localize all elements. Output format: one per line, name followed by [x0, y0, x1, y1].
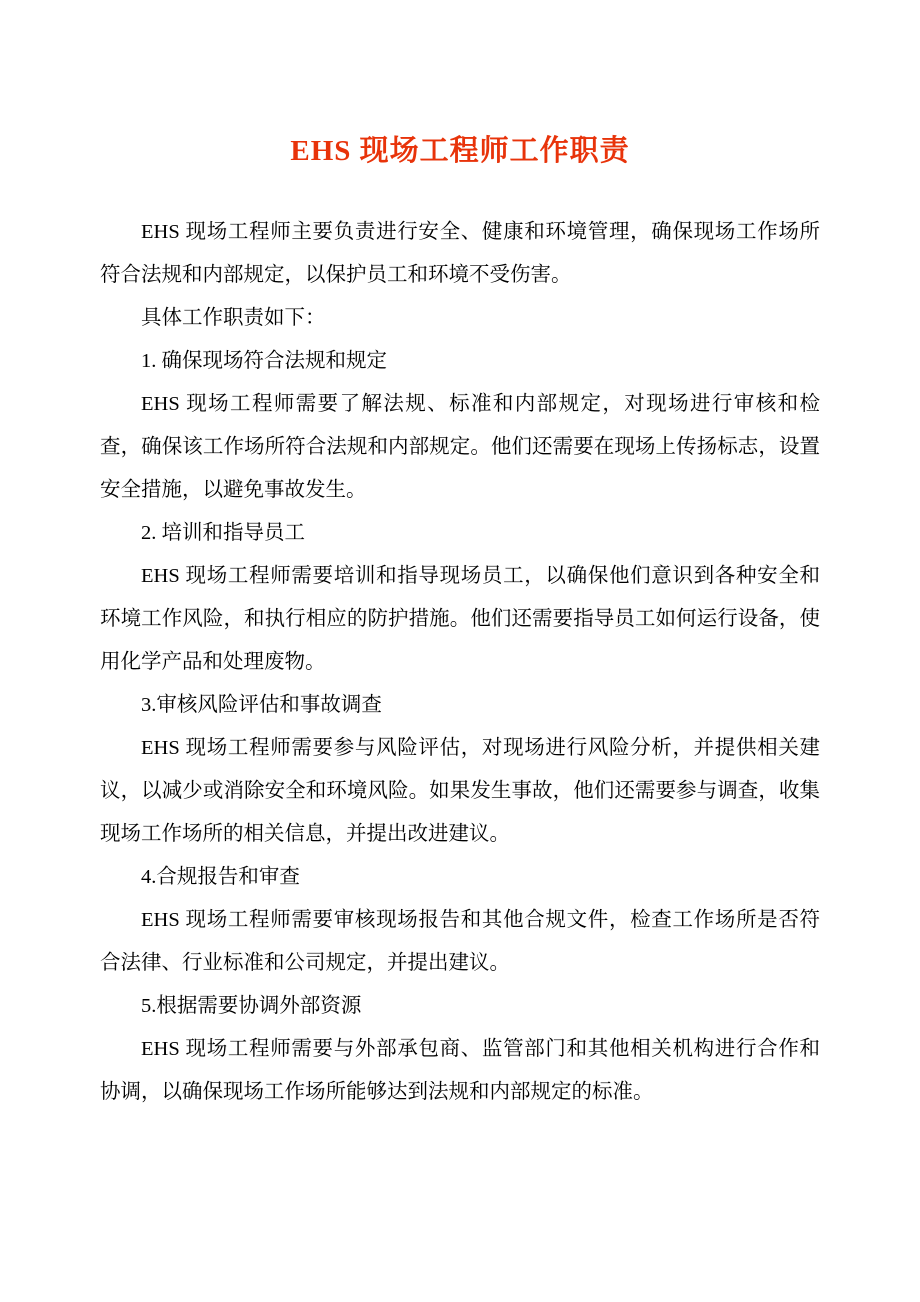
paragraph: 4.合规报告和审查: [141, 866, 300, 888]
paragraph: 1. 确保现场符合法规和规定: [141, 350, 387, 372]
paragraph: EHS 现场工程师需要与外部承包商、监管部门和其他相关机构进行合作和协调，以确保现场工作场所能够达到法规和内部规定的标准。: [100, 1038, 820, 1103]
paragraph: EHS 现场工程师需要了解法规、标准和内部规定，对现场进行审核和检查，确保该工作场所符合法规和内部规定。他们还需要在现场上传扬标志，设置安全措施，以避免事故发生。: [100, 393, 820, 501]
paragraph: EHS 现场工程师需要培训和指导现场员工，以确保他们意识到各种安全和环境工作风险，和执行相应的防护措施。他们还需要指导员工如何运行设备，使用化学产品和处理废物。: [100, 565, 820, 673]
paragraph: 3.审核风险评估和事故调查: [141, 694, 382, 716]
paragraph: EHS 现场工程师主要负责进行安全、健康和环境管理，确保现场工作场所符合法规和内部规定，以保护员工和环境不受伤害。: [100, 221, 820, 286]
paragraph: 5.根据需要协调外部资源: [141, 995, 362, 1017]
paragraph: EHS 现场工程师需要参与风险评估，对现场进行风险分析，并提供相关建议，以减少或消除安全和环境风险。如果发生事故，他们还需要参与调查，收集现场工作场所的相关信息，并提出改进建议。: [100, 737, 820, 845]
document-body: [100, 211, 820, 1114]
paragraph: EHS 现场工程师需要审核现场报告和其他合规文件，检查工作场所是否符合法律、行业标准和公司规定，并提出建议。: [100, 909, 820, 974]
paragraph: 2. 培训和指导员工: [141, 522, 305, 544]
paragraph: 具体工作职责如下：: [141, 307, 326, 329]
page-title: EHS 现场工程师工作职责: [290, 135, 630, 167]
